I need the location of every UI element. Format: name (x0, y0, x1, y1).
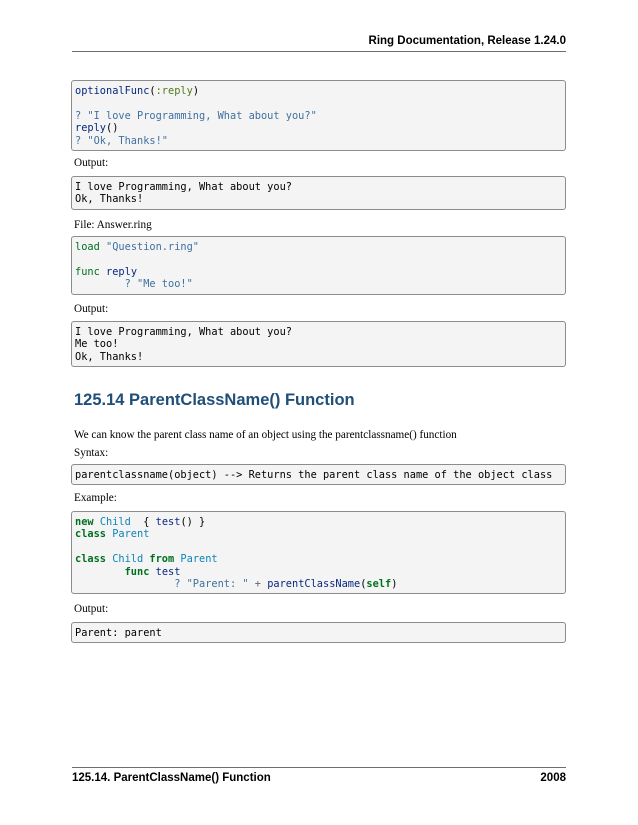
code-line (75, 122, 565, 134)
output-block-3 (71, 622, 566, 643)
code-token: Child (99, 516, 131, 528)
running-header: Ring Documentation, Release 1.24.0 (368, 35, 566, 47)
code-token: "I love Programming, What about you?" (87, 109, 317, 122)
code-line (75, 278, 565, 290)
output-label: Output: (74, 603, 109, 615)
intro-paragraph: We can know the parent class name of an object using the parentclassname() function (74, 429, 457, 441)
code-token: "Parent: " (186, 577, 249, 590)
code-line (75, 135, 565, 147)
code-line (75, 181, 565, 193)
output-block-1 (71, 176, 566, 210)
code-token: ) (192, 85, 200, 97)
code-line (75, 85, 565, 97)
code-line (75, 266, 565, 278)
code-token: () } (180, 516, 206, 528)
code-token: () (106, 122, 119, 135)
code-token: "Ok, Thanks!" (87, 134, 168, 147)
header-rule (72, 51, 566, 52)
code-token: parentClassName (267, 577, 361, 590)
code-line (75, 516, 565, 528)
code-token: Ok, Thanks! (75, 350, 144, 363)
code-line (75, 97, 565, 109)
code-token: ) (391, 577, 398, 590)
code-line (75, 193, 565, 205)
code-line (75, 326, 565, 338)
code-token: I love Programming, What about you? (75, 326, 292, 338)
code-token: ? (75, 134, 88, 147)
output-block-2 (71, 321, 566, 367)
code-token: Parent (112, 528, 150, 541)
code-line (75, 553, 565, 565)
code-line (75, 627, 565, 639)
code-token: reply (106, 265, 138, 278)
code-line (75, 338, 565, 350)
code-token: func (124, 565, 150, 578)
code-token: "Me too!" (137, 278, 193, 291)
code-token: class (75, 553, 106, 566)
code-line (75, 528, 565, 540)
output-label: Output: (74, 303, 109, 315)
code-token: Child (112, 553, 144, 566)
code-token: ? (75, 109, 88, 122)
code-token: reply (75, 122, 106, 135)
code-token: ? (75, 577, 187, 590)
code-token: "Question.ring" (106, 241, 200, 253)
code-token: class (75, 528, 106, 541)
code-token: optionalFunc (75, 85, 150, 97)
code-token: parentclassname(object) --> Returns the parent class name of the object class (75, 469, 553, 481)
code-line (75, 241, 565, 253)
code-token: func (75, 265, 100, 278)
code-token: + (248, 577, 268, 590)
footer-rule (72, 767, 566, 768)
syntax-block (71, 464, 566, 485)
code-token: from (149, 553, 175, 566)
code-block-answer (71, 236, 566, 295)
footer-section-title: 125.14. ParentClassName() Function (72, 772, 271, 784)
code-token: load (75, 241, 100, 253)
code-token: { (130, 516, 156, 528)
code-line (75, 541, 565, 553)
code-token: test (155, 565, 181, 578)
file-label: File: Answer.ring (74, 219, 152, 231)
example-label: Example: (74, 492, 117, 504)
code-token (75, 566, 125, 578)
code-token: ( (149, 85, 156, 97)
code-token: Me too! (75, 338, 119, 351)
code-line (75, 566, 565, 578)
section-heading: 125.14 ParentClassName() Function (74, 391, 355, 409)
code-token: ? (75, 278, 137, 291)
code-token: :reply (155, 85, 193, 97)
output-label: Output: (74, 157, 109, 169)
code-token: new (75, 516, 94, 528)
code-token: self (366, 577, 392, 590)
code-token: ( (360, 577, 367, 590)
code-line (75, 253, 565, 265)
code-token: Parent (180, 553, 218, 566)
code-token: test (155, 516, 181, 528)
page-number: 2008 (540, 772, 566, 784)
syntax-label: Syntax: (74, 447, 109, 459)
code-line (75, 469, 565, 481)
code-line (75, 351, 565, 363)
code-line (75, 110, 565, 122)
code-token: Parent: parent (75, 627, 162, 639)
code-token: I love Programming, What about you? (75, 181, 292, 193)
code-block-optionalfunc (71, 80, 566, 151)
code-token: Ok, Thanks! (75, 193, 144, 206)
code-block-example (71, 511, 566, 594)
code-line (75, 578, 565, 590)
